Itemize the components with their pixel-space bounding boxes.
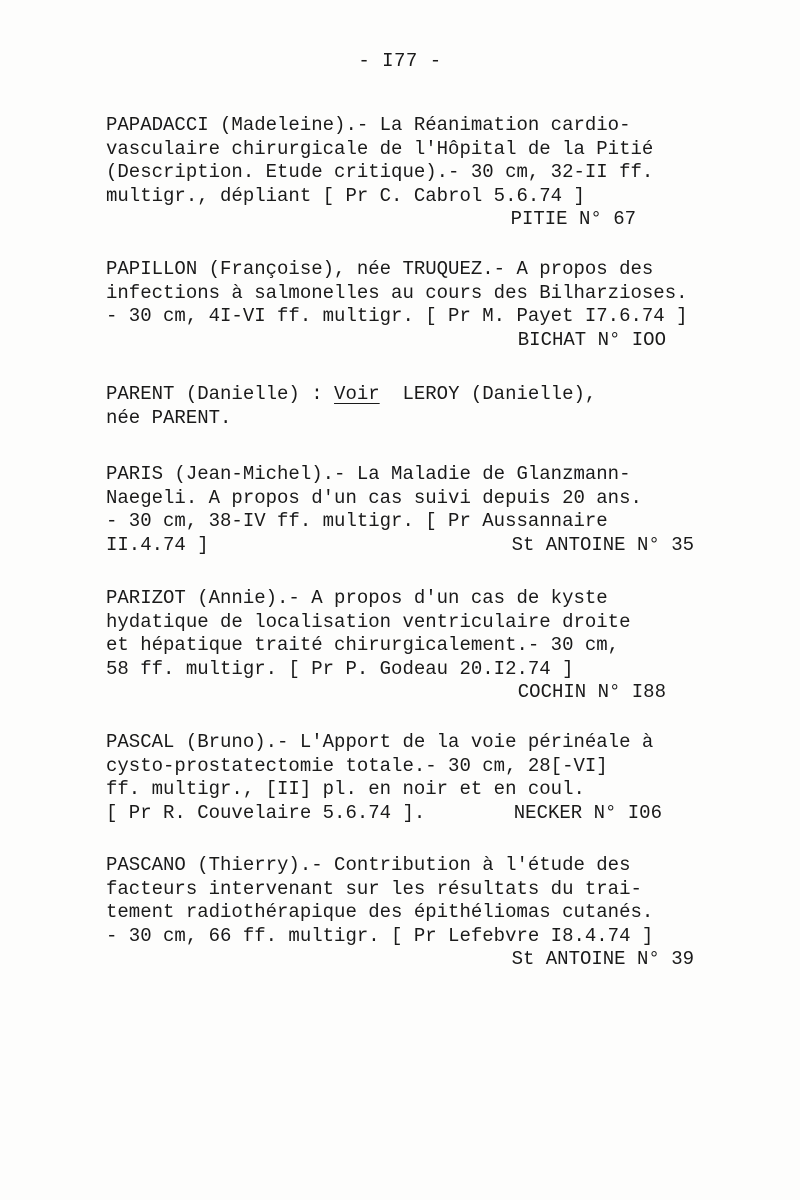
bibliography-entry bbox=[106, 114, 706, 232]
entry-line: cysto-prostatectomie totale.- 30 cm, 28[-VI] bbox=[106, 754, 608, 777]
entry-text: LEROY (Danielle), bbox=[379, 383, 597, 405]
entry-line: et hépatique traité chirurgicalement.- 30 cm, bbox=[106, 634, 620, 656]
entry-line: ff. multigr., [II] pl. en noir et en coul. bbox=[106, 778, 585, 800]
entry-line: facteurs intervenant sur les résultats du trai- bbox=[106, 877, 642, 900]
bibliography-entry bbox=[106, 258, 706, 352]
entry-line: PASCAL (Bruno).- L'Apport de la voie périnéale à bbox=[106, 731, 654, 753]
entry-line: Naegeli. A propos d'un cas suivi depuis 20 ans. bbox=[106, 486, 642, 509]
entry-line: PARIZOT (Annie).- A propos d'un cas de kyste bbox=[106, 587, 608, 609]
entry-line: (Description. Etude critique).- 30 cm, 32-II ff. bbox=[106, 161, 654, 183]
see-reference: Voir bbox=[334, 383, 380, 405]
entry-final-line bbox=[106, 534, 694, 558]
bibliography-entry bbox=[106, 587, 706, 705]
entry-location: NECKER N° I06 bbox=[513, 801, 662, 824]
entry-line: - 30 cm, 66 ff. multigr. [ Pr Lefebvre I8.4.74 ] bbox=[106, 924, 654, 947]
entry-location: St ANTOINE N° 39 bbox=[511, 948, 694, 970]
bibliography-entry bbox=[106, 383, 706, 430]
entry-line: - 30 cm, 38-IV ff. multigr. [ Pr Aussannaire bbox=[106, 510, 608, 532]
entry-line: [ Pr R. Couvelaire 5.6.74 ]. bbox=[106, 801, 426, 824]
entry-line: multigr., dépliant [ Pr C. Cabrol 5.6.74 ] bbox=[106, 184, 585, 207]
bibliography-entry bbox=[106, 731, 706, 825]
entry-final-line bbox=[106, 802, 662, 826]
entry-line: infections à salmonelles au cours des Bilharzioses. bbox=[106, 281, 688, 304]
entry-location: COCHIN N° I88 bbox=[517, 681, 666, 703]
page-number: - I77 - bbox=[358, 50, 442, 72]
entry-location: St ANTOINE N° 35 bbox=[511, 533, 694, 556]
entry-line: née PARENT. bbox=[106, 406, 232, 429]
bibliography-entry bbox=[106, 854, 706, 972]
entry-line: vasculaire chirurgicale de l'Hôpital de la Pitié bbox=[106, 137, 654, 160]
entry-line: PARIS (Jean-Michel).- La Maladie de Glanzmann- bbox=[106, 463, 631, 485]
entry-line: - 30 cm, 4I-VI ff. multigr. [ Pr M. Payet I7.6.74 ] bbox=[106, 305, 688, 327]
entry-line: PAPILLON (Françoise), née TRUQUEZ.- A propos des bbox=[106, 258, 654, 280]
entry-text: PARENT (Danielle) : bbox=[106, 383, 335, 405]
entry-line: PASCANO (Thierry).- Contribution à l'étude des bbox=[106, 854, 631, 876]
bibliography-entry bbox=[106, 463, 706, 557]
entry-line: II.4.74 ] bbox=[106, 533, 209, 556]
entry-line: hydatique de localisation ventriculaire droite bbox=[106, 610, 631, 633]
entry-location: BICHAT N° IOO bbox=[517, 328, 666, 351]
entry-line: tement radiothérapique des épithéliomas cutanés. bbox=[106, 901, 654, 923]
entry-line: 58 ff. multigr. [ Pr P. Godeau 20.I2.74 ] bbox=[106, 657, 574, 680]
entry-line bbox=[106, 383, 706, 407]
entry-location: PITIE N° 67 bbox=[510, 208, 636, 230]
entry-line: PAPADACCI (Madeleine).- La Réanimation cardio- bbox=[106, 114, 631, 136]
